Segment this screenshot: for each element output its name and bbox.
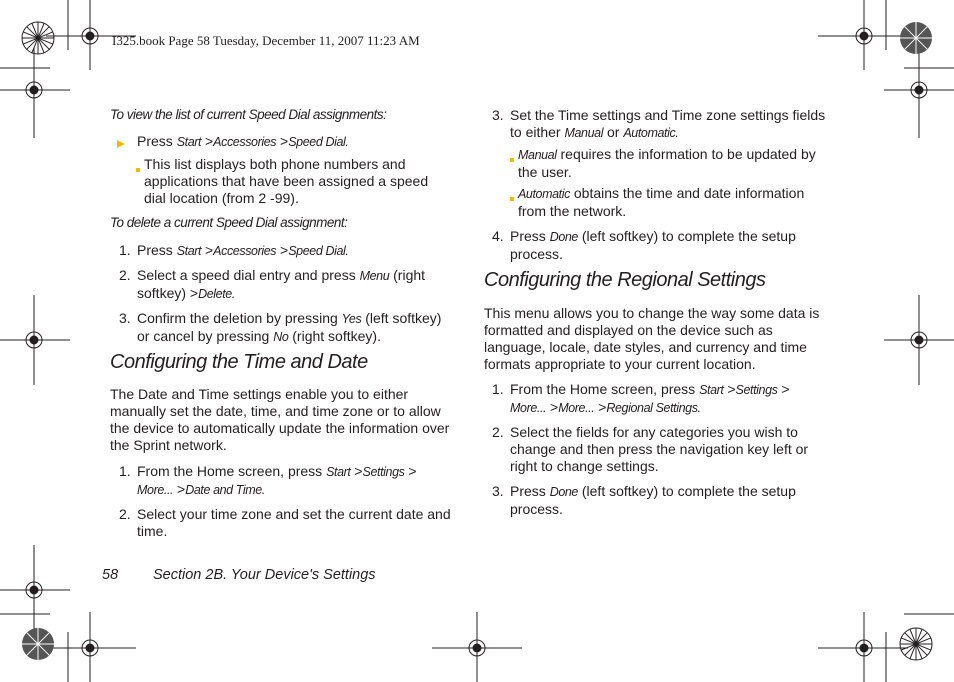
square-bullet-icon — [136, 162, 143, 180]
square-bullet-icon — [510, 152, 517, 170]
view-step: Press Start >Accessories >Speed Dial. — [137, 133, 349, 149]
time-step-2: Select your time zone and set the current date and time. — [137, 506, 451, 539]
step-number: 1. — [492, 381, 504, 397]
crosshair-registration-mark-icon — [884, 48, 954, 138]
crosshair-registration-mark-icon — [884, 295, 954, 385]
starburst-registration-mark-icon — [21, 21, 55, 55]
page-number: 58 — [102, 567, 119, 583]
crosshair-registration-mark-icon — [46, 612, 136, 682]
delete-step-2: Select a speed dial entry and press Menu (right softkey) >Delete. — [137, 267, 426, 301]
print-header: I325.book Page 58 Tuesday, December 11, 2007 11:23 AM — [112, 33, 420, 48]
step-number: 1. — [119, 242, 131, 258]
step-number: 2. — [492, 424, 504, 440]
regional-step-1: From the Home screen, press Start >Settings > More... >More... >Regional Settings. — [510, 381, 790, 415]
crosshair-registration-mark-icon — [0, 48, 70, 138]
step-number: 2. — [119, 267, 131, 283]
step-number: 1. — [119, 463, 131, 479]
lead-view-speed-dial: To view the list of current Speed Dial assignments: — [110, 107, 387, 122]
automatic-bullet: Automatic obtains the time and date information from the network. — [518, 185, 805, 219]
heading-regional-settings: Configuring the Regional Settings — [484, 269, 766, 291]
time-step-4: Press Done (left softkey) to complete the setup process. — [510, 228, 796, 262]
time-step-3: Set the Time settings and Time zone settings fields to either Manual or Automatic. — [510, 107, 826, 140]
section-title: Section 2B. Your Device's Settings — [153, 567, 376, 583]
heading-time-date: Configuring the Time and Date — [110, 351, 368, 373]
starburst-registration-mark-icon — [899, 627, 933, 661]
starburst-registration-mark-icon — [899, 21, 933, 55]
time-date-intro: The Date and Time settings enable you to either manually set the date, time, and time zone or to allow the device to automatically update the information over the Sprint network. — [110, 386, 450, 453]
triangle-bullet-icon — [116, 136, 126, 154]
step-number: 3. — [492, 483, 504, 499]
regional-step-3: Press Done (left softkey) to complete the setup process. — [510, 483, 796, 517]
step-number: 2. — [119, 506, 131, 522]
time-step-1: From the Home screen, press Start >Settings > More... >Date and Time. — [137, 463, 417, 497]
crosshair-registration-mark-icon — [818, 612, 908, 682]
crosshair-registration-mark-icon — [432, 612, 522, 682]
delete-step-1: Press Start >Accessories >Speed Dial. — [137, 242, 349, 258]
step-number: 3. — [492, 107, 504, 123]
step-number: 3. — [119, 310, 131, 326]
view-bullet-text: This list displays both phone numbers and applications that have been assigned a speed dial location (from 2 -99). — [144, 156, 429, 206]
lead-delete-speed-dial: To delete a current Speed Dial assignment: — [110, 215, 348, 230]
crosshair-registration-mark-icon — [0, 295, 70, 385]
manual-bullet: Manual requires the information to be updated by the user. — [518, 146, 816, 180]
delete-step-3: Confirm the deletion by pressing Yes (left softkey) or cancel by pressing No (right softkey). — [137, 310, 442, 344]
starburst-registration-mark-icon — [21, 627, 55, 661]
regional-step-2: Select the fields for any categories you wish to change and then press the navigation key left or right to change settings. — [510, 424, 809, 474]
square-bullet-icon — [510, 191, 517, 209]
step-number: 4. — [492, 228, 504, 244]
regional-intro: This menu allows you to change the way some data is formatted and displayed on the device such as language, locale, date styles, and currency and time formats appropriate to your current location. — [484, 305, 820, 372]
